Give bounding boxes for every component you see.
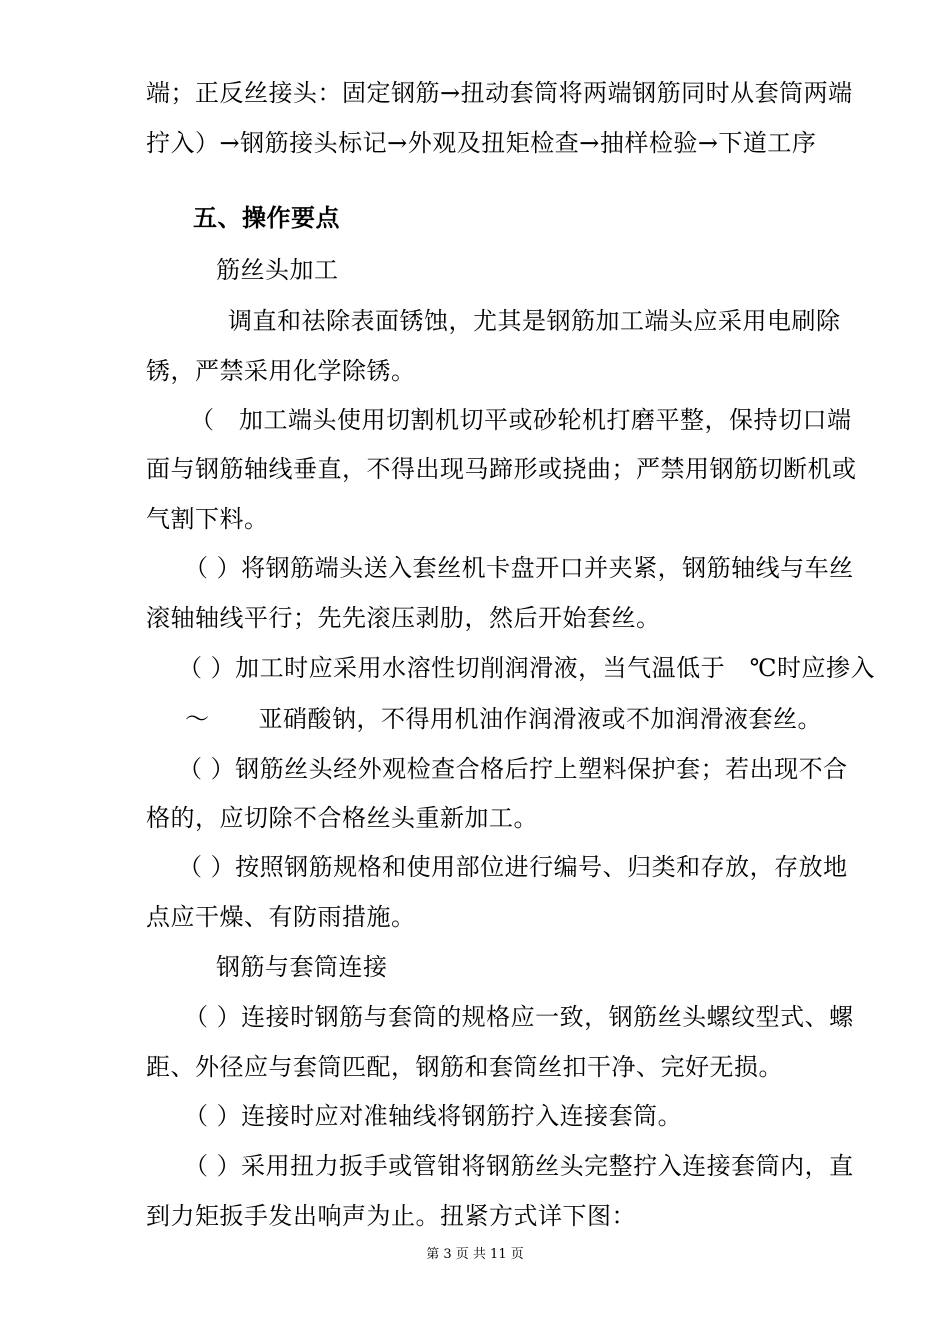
body-text-line: ～ 亚硝酸钠，不得用机油作润滑液或不加润滑液套丝。 — [185, 705, 822, 733]
body-text-line: （ ）采用扭力扳手或管钳将钢筋丝头完整拧入连接套筒内，直 — [184, 1152, 854, 1180]
body-text-line: （ ）连接时钢筋与套筒的规格应一致，钢筋丝头螺纹型式、螺 — [184, 1003, 854, 1031]
body-text-line: （ ）连接时应对准轴线将钢筋拧入连接套筒。 — [184, 1102, 683, 1130]
subsection-heading: 钢筋与套筒连接 — [216, 953, 388, 981]
body-text-line: （ ）加工时应采用水溶性切削润滑液，当气温低于 ℃时应掺入 — [178, 654, 875, 682]
body-text-line: 调直和祛除表面锈蚀，尤其是钢筋加工端头应采用电刷除 — [228, 307, 841, 335]
body-text-line: 端；正反丝接头：固定钢筋→扭动套筒将两端钢筋同时从套筒两端 — [146, 79, 853, 107]
body-text-line: 面与钢筋轴线垂直，不得出现马蹄形或挠曲；严禁用钢筋切断机或 — [146, 455, 857, 483]
body-text-line: 锈，严禁采用化学除锈。 — [146, 357, 416, 385]
body-text-line: （ ）将钢筋端头送入套丝机卡盘开口并夹紧，钢筋轴线与车丝 — [184, 554, 854, 582]
body-text-line: 到力矩扳手发出响声为止。扭紧方式详下图： — [146, 1202, 636, 1230]
body-text-line: 滚轴轴线平行；先先滚压剥肋，然后开始套丝。 — [146, 604, 661, 632]
page-footer: 第 3 页 共 11 页 — [426, 1247, 524, 1262]
body-text-line: （ ）钢筋丝头经外观检查合格后拧上塑料保护套；若出现不合 — [178, 755, 848, 783]
subsection-heading: 筋丝头加工 — [216, 256, 339, 284]
body-text-line: 气割下料。 — [146, 505, 269, 533]
body-text-line: 距、外径应与套筒匹配，钢筋和套筒丝扣干净、完好无损。 — [146, 1053, 783, 1081]
section-heading: 五、操作要点 — [193, 203, 340, 232]
body-text-line: （ ）按照钢筋规格和使用部位进行编号、归类和存放，存放地 — [178, 853, 848, 881]
body-text-line: 点应干燥、有防雨措施。 — [146, 903, 416, 931]
body-text-line: 拧入）→钢筋接头标记→外观及扭矩检查→抽样检验→下道工序 — [146, 129, 817, 157]
body-text-line: （ 加工端头使用切割机切平或砂轮机打磨平整，保持切口端 — [190, 406, 852, 434]
body-text-line: 格的，应切除不合格丝头重新加工。 — [146, 804, 538, 832]
